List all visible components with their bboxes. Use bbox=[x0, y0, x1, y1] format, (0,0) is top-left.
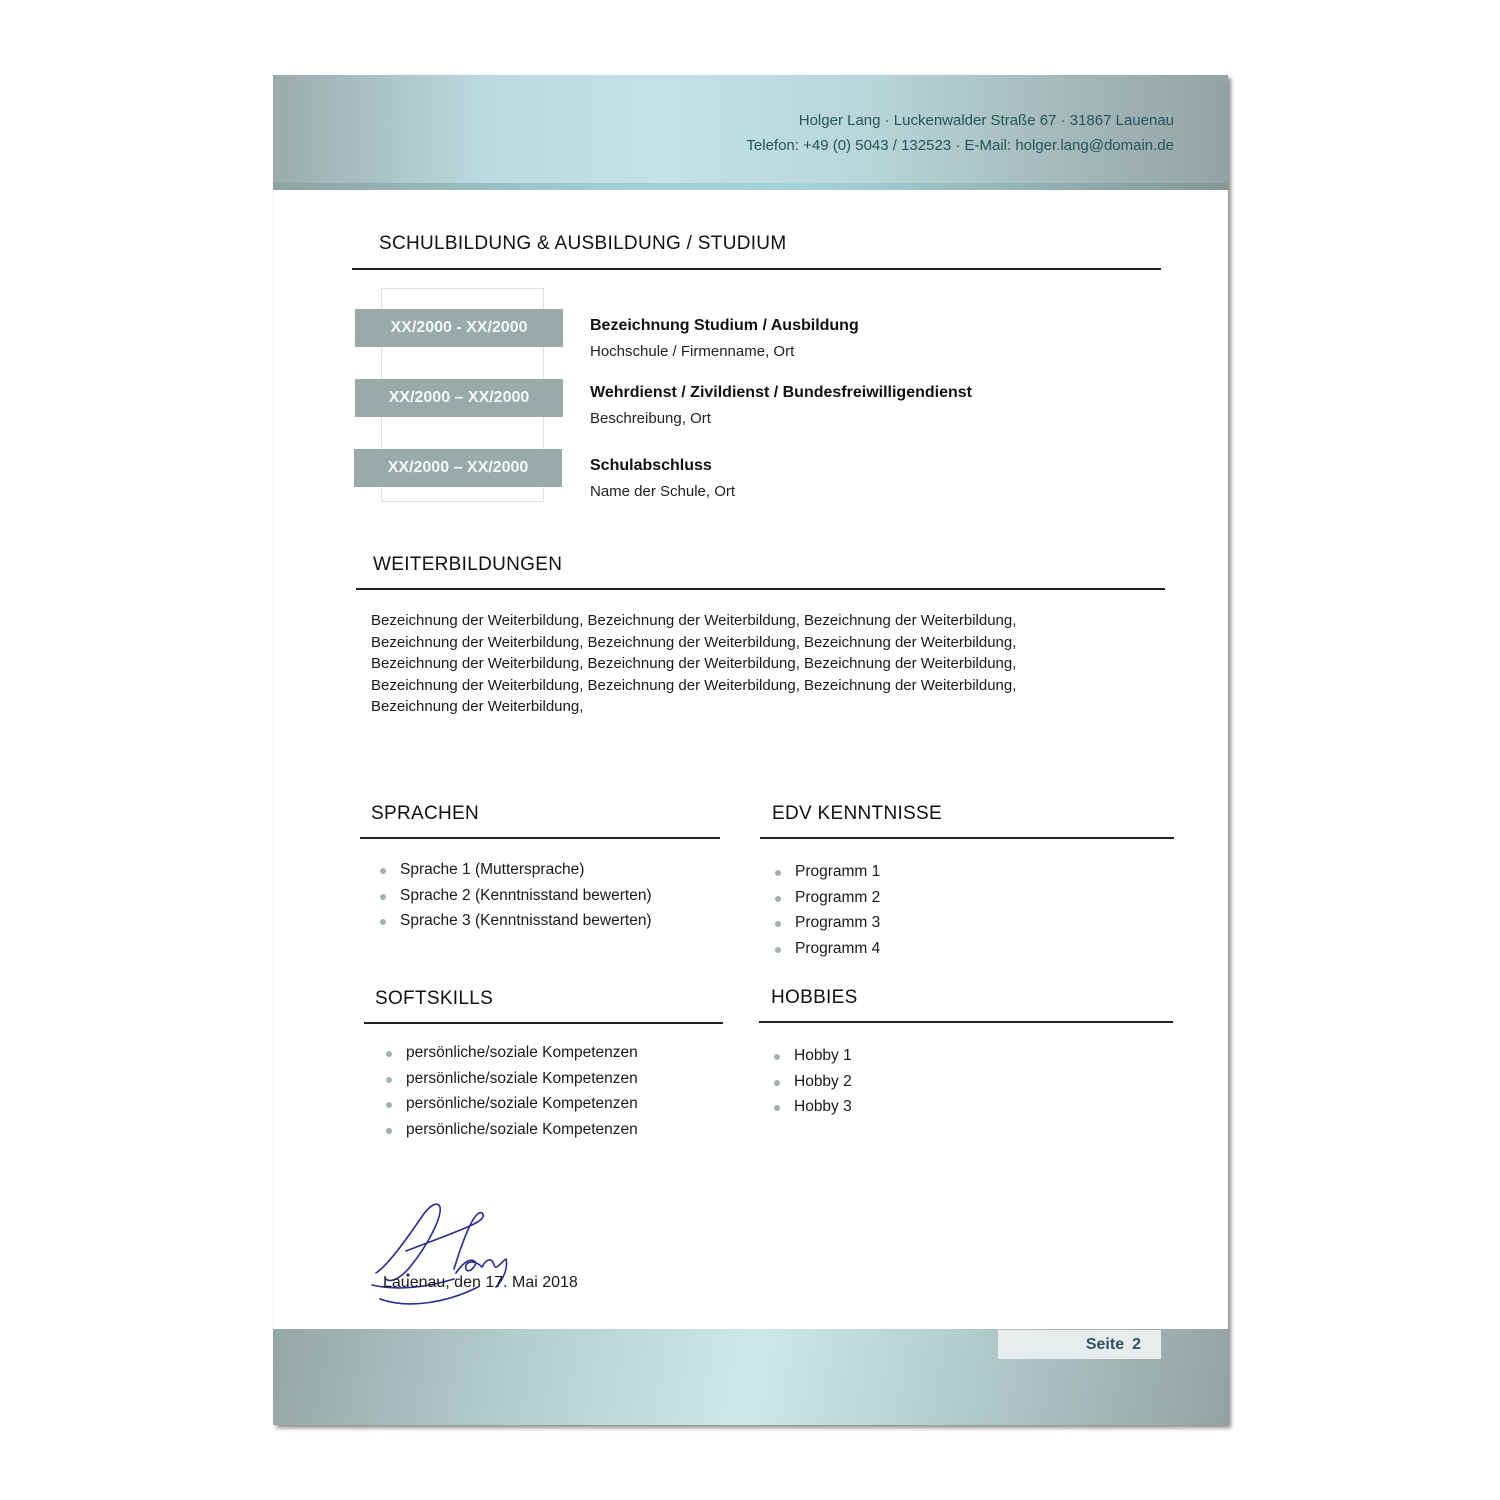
list-item: Sprache 3 (Kenntnisstand bewerten) bbox=[373, 908, 652, 934]
it-skills-rule bbox=[760, 837, 1174, 839]
list-item: Hobby 3 bbox=[767, 1094, 852, 1120]
training-line: Bezeichnung der Weiterbildung, Bezeichnung der Weiterbildung, Bezeichnung der Weiterbildung, bbox=[371, 676, 1017, 694]
bullet-dot bbox=[775, 896, 781, 902]
page-label: Seite bbox=[1085, 1335, 1125, 1353]
date-badge: XX/2000 - XX/2000 bbox=[355, 309, 563, 347]
training-line: Bezeichnung der Weiterbildung, bbox=[371, 698, 584, 715]
training-line: Bezeichnung der Weiterbildung, Bezeichnung der Weiterbildung, Bezeichnung der Weiterbildung, bbox=[371, 633, 1017, 651]
it-skills-list bbox=[768, 859, 880, 961]
hobbies-rule bbox=[759, 1021, 1173, 1023]
page-number: 2 bbox=[1132, 1335, 1141, 1353]
list-item: Programm 2 bbox=[768, 885, 880, 911]
list-item: Hobby 2 bbox=[767, 1069, 852, 1095]
date-badge: XX/2000 – XX/2000 bbox=[355, 379, 563, 417]
softskills-rule bbox=[364, 1022, 723, 1024]
bullet-dot bbox=[774, 1080, 780, 1086]
training-paragraph bbox=[371, 610, 1101, 718]
bullet-dot bbox=[775, 947, 781, 953]
list-item: Sprache 2 (Kenntnisstand bewerten) bbox=[373, 883, 652, 909]
list-item: Programm 4 bbox=[768, 936, 880, 962]
education-entry-title: Bezeichnung Studium / Ausbildung bbox=[590, 317, 859, 334]
date-badge: XX/2000 – XX/2000 bbox=[354, 449, 562, 487]
list-item: persönliche/soziale Kompetenzen bbox=[379, 1117, 638, 1143]
bullet-dot bbox=[386, 1077, 392, 1083]
bullet-dot bbox=[380, 868, 386, 874]
bullet-dot bbox=[386, 1102, 392, 1108]
bullet-dot bbox=[386, 1051, 392, 1057]
training-line: Bezeichnung der Weiterbildung, Bezeichnung der Weiterbildung, Bezeichnung der Weiterbildung, bbox=[371, 612, 1017, 629]
education-rule bbox=[352, 268, 1161, 270]
training-line: Bezeichnung der Weiterbildung, Bezeichnung der Weiterbildung, Bezeichnung der Weiterbildung, bbox=[371, 655, 1017, 672]
list-item: persönliche/soziale Kompetenzen bbox=[379, 1091, 638, 1117]
education-title: SCHULBILDUNG & AUSBILDUNG / STUDIUM bbox=[379, 233, 787, 254]
bullet-dot bbox=[386, 1128, 392, 1134]
training-title: WEITERBILDUNGEN bbox=[373, 554, 563, 575]
education-entry-title: Wehrdienst / Zivildienst / Bundesfreiwilligendienst bbox=[590, 384, 972, 401]
list-item: Programm 1 bbox=[768, 859, 880, 885]
education-entry-sub: Name der Schule, Ort bbox=[590, 483, 736, 500]
education-entry-sub: Hochschule / Firmenname, Ort bbox=[590, 343, 795, 360]
header-contact: Telefon: +49 (0) 5043 / 132523 · E-Mail: holger.lang@domain.de bbox=[746, 137, 1174, 154]
header-accent-bar bbox=[273, 183, 1228, 190]
bullet-dot bbox=[775, 921, 781, 927]
training-rule bbox=[356, 588, 1165, 590]
list-item: Programm 3 bbox=[768, 910, 880, 936]
list-item: persönliche/soziale Kompetenzen bbox=[379, 1066, 638, 1092]
page-number-tab bbox=[998, 1330, 1161, 1359]
hobbies-list bbox=[767, 1043, 852, 1120]
list-item: Sprache 1 (Muttersprache) bbox=[373, 857, 652, 883]
header-address: Holger Lang · Luckenwalder Straße 67 · 31867 Lauenau bbox=[798, 112, 1174, 129]
languages-rule bbox=[360, 837, 720, 839]
softskills-title: SOFTSKILLS bbox=[375, 988, 494, 1009]
education-entry-sub: Beschreibung, Ort bbox=[590, 410, 711, 427]
hobbies-title: HOBBIES bbox=[771, 987, 858, 1008]
cv-page bbox=[273, 75, 1228, 1425]
languages-title: SPRACHEN bbox=[371, 803, 479, 824]
signature-image bbox=[368, 1195, 528, 1310]
education-entry-title: Schulabschluss bbox=[590, 457, 712, 474]
softskills-list bbox=[379, 1040, 638, 1142]
bullet-dot bbox=[775, 870, 781, 876]
it-skills-title: EDV KENNTNISSE bbox=[772, 803, 942, 824]
list-item: persönliche/soziale Kompetenzen bbox=[379, 1040, 638, 1066]
page-header bbox=[273, 75, 1228, 183]
list-item: Hobby 1 bbox=[767, 1043, 852, 1069]
bullet-dot bbox=[774, 1054, 780, 1060]
bullet-dot bbox=[380, 894, 386, 900]
bullet-dot bbox=[380, 919, 386, 925]
bullet-dot bbox=[774, 1105, 780, 1111]
place-date: Lauenau, den 17. Mai 2018 bbox=[383, 1274, 578, 1291]
languages-list bbox=[373, 857, 652, 934]
